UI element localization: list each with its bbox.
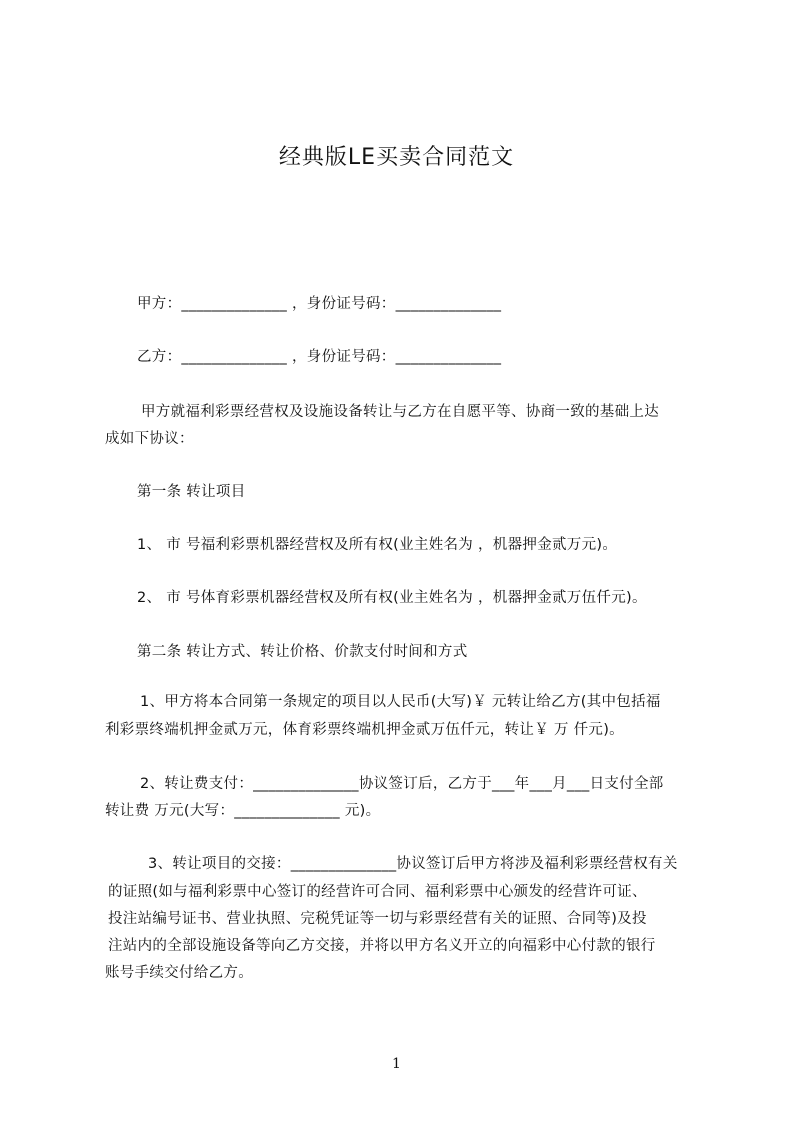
- article-2-heading: 第二条 转让方式、转让价格、价款支付时间和方式: [137, 644, 468, 660]
- party-b-line: 乙方：______________ ，身份证号码：______________: [137, 349, 502, 365]
- intro-line-1: 甲方就福利彩票经营权及设施设备转让与乙方在自愿平等、协商一致的基础上达: [141, 404, 659, 420]
- article-2-clause-3-line-2: 的证照(如与福利彩票中心签订的经营许可合同、福利彩票中心颁发的经营许可证、: [108, 884, 647, 900]
- article-2-clause-3-line-4: 注站内的全部设施设备等向乙方交接，并将以甲方名义开立的向福彩中心付款的银行: [108, 938, 656, 954]
- article-2-clause-3-line-5: 账号手续交付给乙方。: [105, 965, 253, 981]
- article-1-heading: 第一条 转让项目: [137, 484, 246, 500]
- article-2-clause-2-line-1: 2、转让费支付：______________协议签订后，乙方于___年___月___日支付全部: [140, 776, 664, 792]
- party-a-line: 甲方：______________ ，身份证号码：______________: [137, 296, 502, 312]
- intro-line-2: 成如下协议：: [105, 431, 194, 447]
- article-2-clause-3-line-3: 投注站编号证书、营业执照、完税凭证等一切与彩票经营有关的证照、合同等)及投: [108, 911, 647, 927]
- article-2-clause-3-line-1: 3、转让项目的交接：______________协议签订后甲方将涉及福利彩票经营权有关: [148, 856, 678, 872]
- page-number: 1: [392, 1056, 401, 1072]
- article-1-item-1: 1、 市 号福利彩票机器经营权及所有权(业主姓名为 ，机器押金贰万元)。: [137, 537, 618, 553]
- article-2-clause-1-line-1: 1、甲方将本合同第一条规定的项目以人民币(大写)￥ 元转让给乙方(其中包括福: [140, 694, 661, 710]
- article-2-clause-1-line-2: 利彩票终端机押金贰万元，体育彩票终端机押金贰万伍仟元，转让￥ 万 仟元)。: [105, 722, 624, 738]
- article-1-item-2: 2、 市 号体育彩票机器经营权及所有权(业主姓名为 ，机器押金贰万伍仟元)。: [137, 590, 647, 606]
- document-title: 经典版LE买卖合同范文: [278, 145, 515, 170]
- article-2-clause-2-line-2: 转让费 万元(大写：______________ 元)。: [105, 803, 381, 819]
